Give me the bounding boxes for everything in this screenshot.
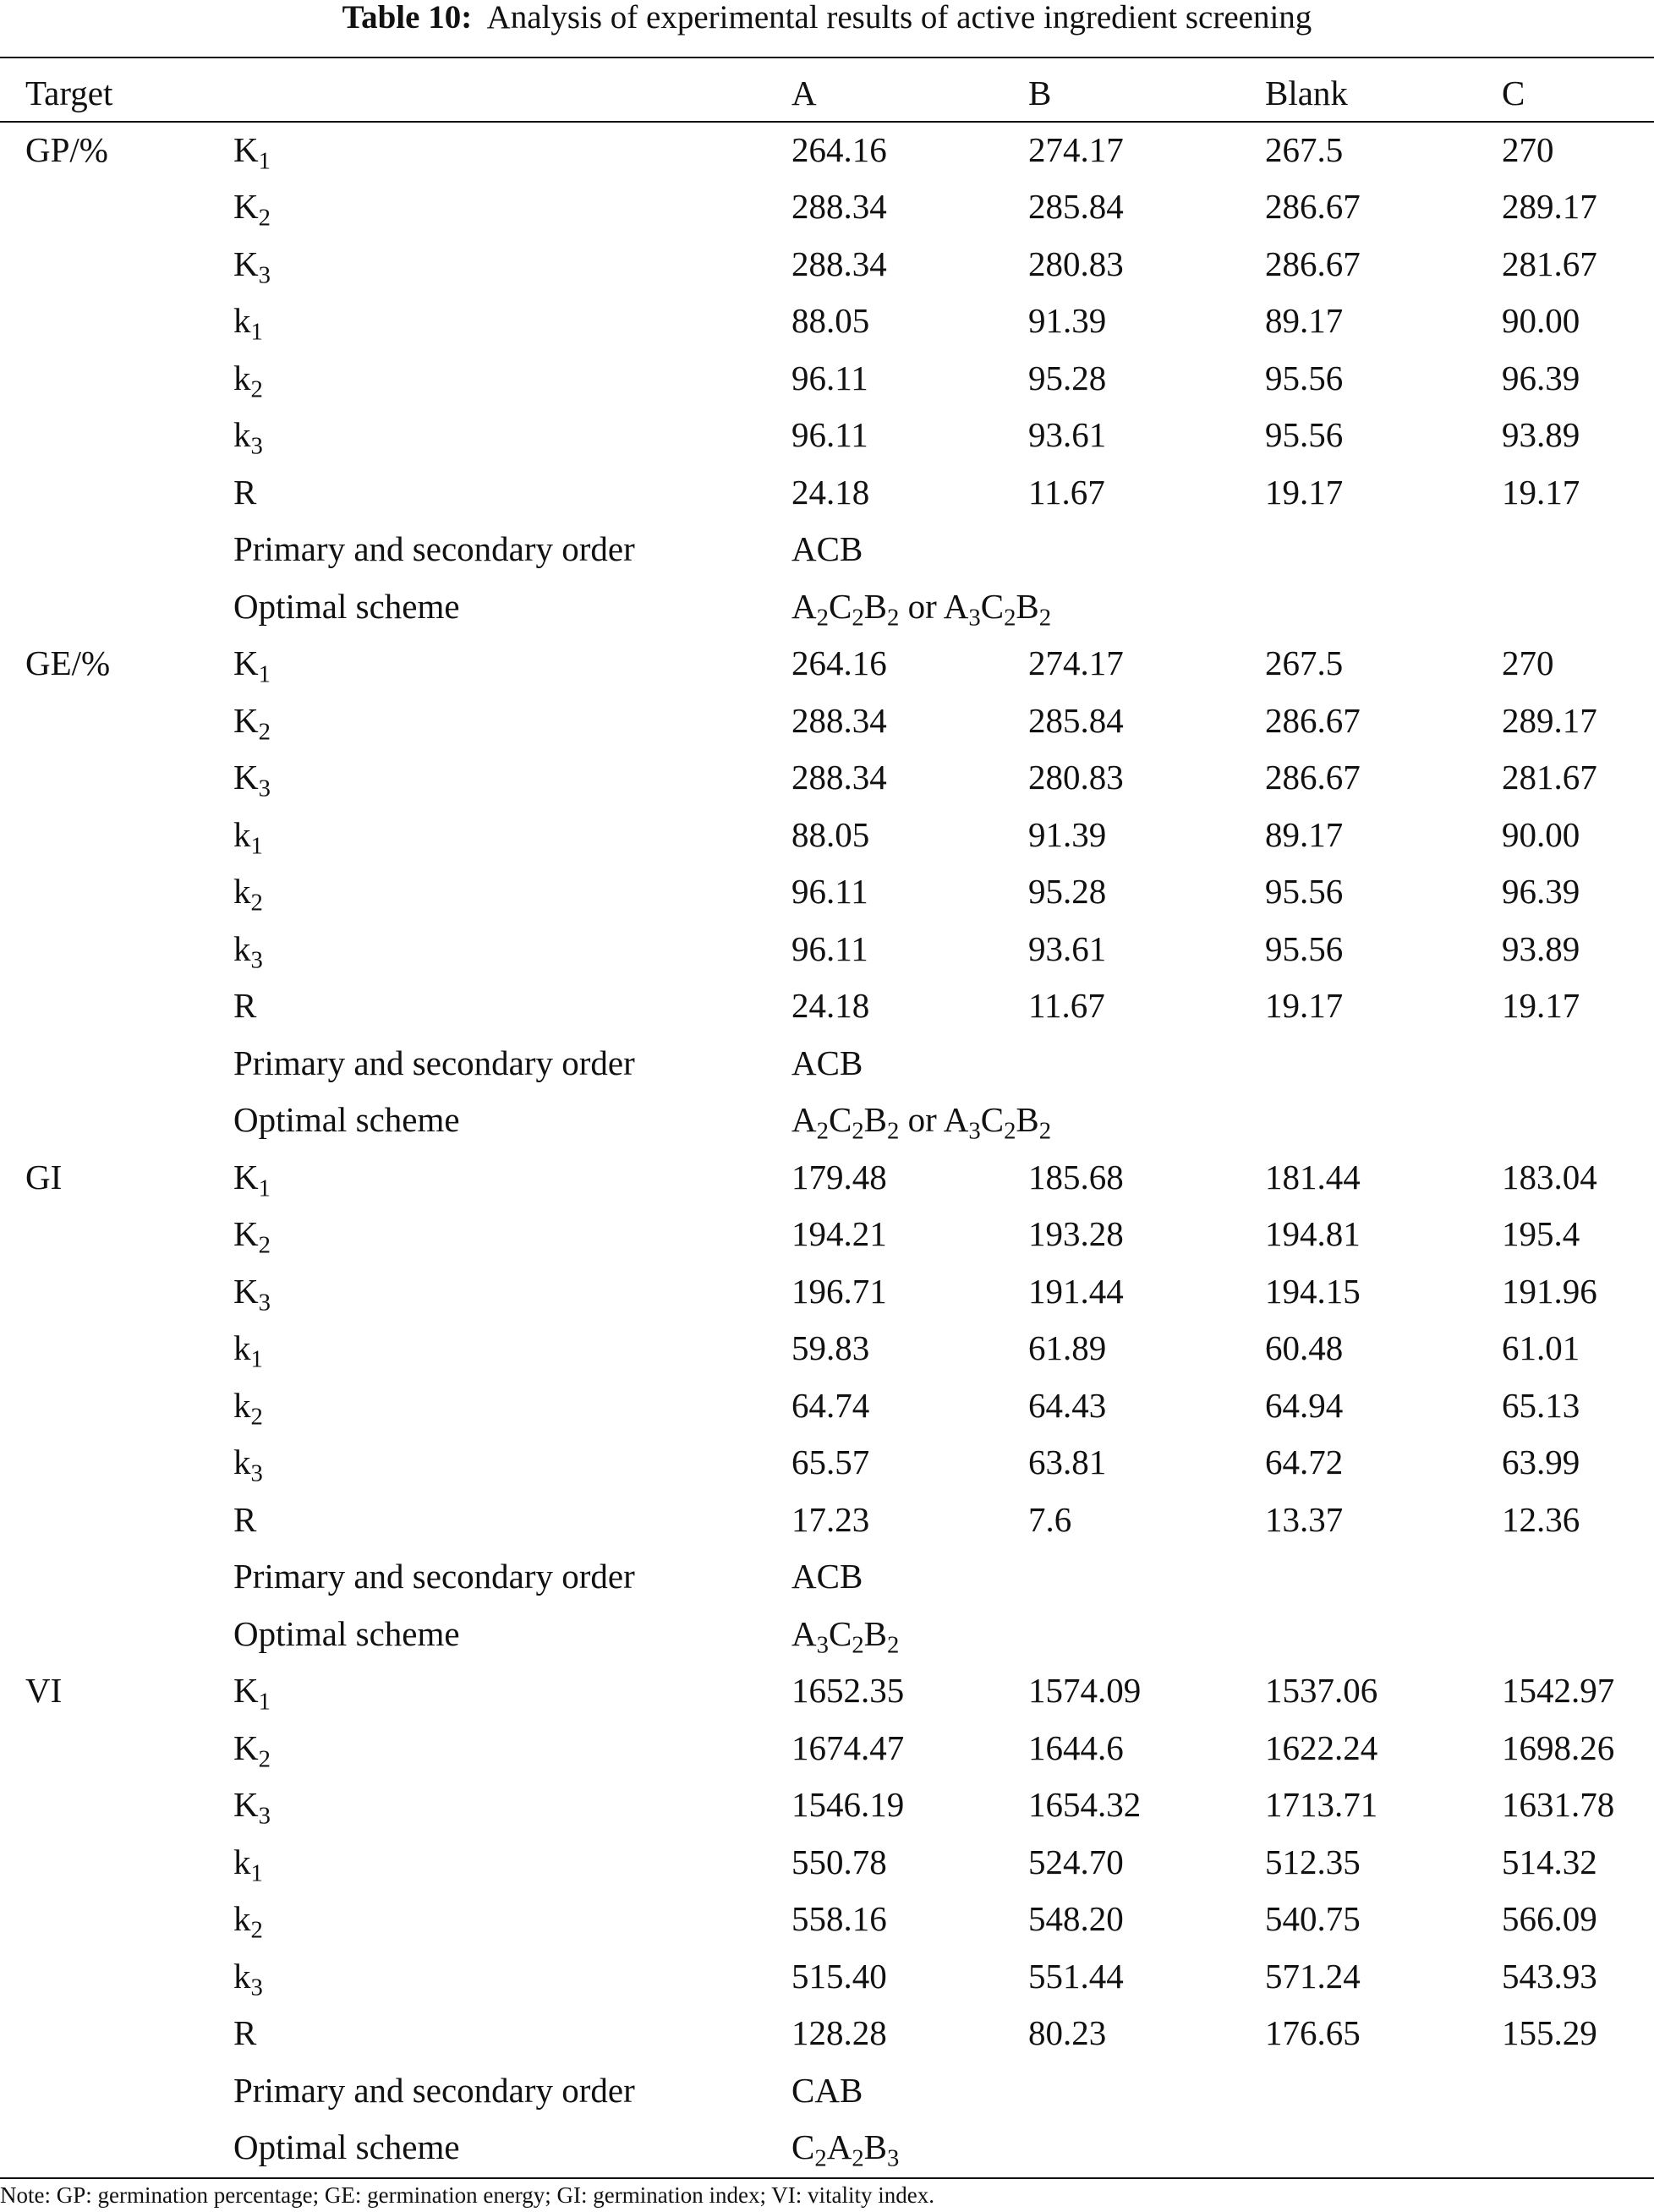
value-a: 1546.19: [791, 1785, 905, 1824]
value-a: 65.57: [791, 1443, 870, 1481]
value-a: 96.11: [791, 872, 868, 911]
target-cell: GI: [25, 1157, 63, 1196]
parameter-cell: $K_2$: [233, 700, 271, 746]
optimal-value: $A_2C_2B_2$ or $A_3C_2B_2$: [791, 586, 1052, 632]
parameter-cell: $K_3$: [233, 758, 271, 802]
value-blank: 286.67: [1265, 244, 1361, 283]
value-b: 274.17: [1028, 643, 1124, 682]
value-blank: 60.48: [1265, 1328, 1344, 1367]
value-blank: 267.5: [1265, 129, 1344, 169]
parameter-cell: $k_2$: [233, 872, 263, 917]
value-blank: 95.56: [1265, 872, 1344, 911]
value-b: 11.67: [1028, 986, 1105, 1025]
parameter-cell: R: [233, 472, 257, 512]
value-blank: 95.56: [1265, 358, 1344, 397]
value-blank: 1622.24: [1265, 1727, 1378, 1767]
value-a: 88.05: [791, 814, 870, 854]
parameter-cell: R: [233, 2013, 257, 2052]
value-blank: 19.17: [1265, 472, 1344, 512]
value-b: 551.44: [1028, 1956, 1124, 1996]
parameter-cell: $k_1$: [233, 814, 263, 860]
value-c: 90.00: [1502, 814, 1580, 854]
optimal-label: Optimal scheme: [233, 586, 460, 626]
table-row: [0, 1434, 1654, 1491]
value-b: 274.17: [1028, 129, 1124, 169]
table-row: [0, 635, 1654, 692]
value-blank: 1537.06: [1265, 1671, 1378, 1710]
value-a: 288.34: [791, 244, 887, 283]
table-caption: [0, 0, 1654, 36]
order-value: CAB: [791, 2070, 863, 2110]
order-label: Primary and secondary order: [233, 529, 635, 568]
optimal-row: [0, 1605, 1654, 1662]
order-value: ACB: [791, 529, 863, 568]
table-row: [0, 349, 1654, 406]
value-a: 64.74: [791, 1385, 870, 1425]
table-row: [0, 1777, 1654, 1833]
optimal-value: $A_3C_2B_2$: [791, 1613, 900, 1659]
order-value: ACB: [791, 1043, 863, 1082]
value-blank: 194.81: [1265, 1214, 1361, 1253]
value-c: 19.17: [1502, 472, 1580, 512]
value-b: 91.39: [1028, 301, 1107, 340]
parameter-cell: $K_3$: [233, 244, 271, 289]
table-row: [0, 749, 1654, 806]
table-row: [0, 1947, 1654, 2004]
value-c: 19.17: [1502, 986, 1580, 1025]
value-blank: 95.56: [1265, 928, 1344, 968]
header-target: Target: [25, 73, 113, 112]
table-row: [0, 235, 1654, 292]
value-a: 96.11: [791, 928, 868, 968]
value-c: 1698.26: [1502, 1727, 1615, 1767]
value-c: 61.01: [1502, 1328, 1580, 1367]
table-row: [0, 293, 1654, 349]
value-blank: 89.17: [1265, 301, 1344, 340]
target-cell: GE/%: [25, 643, 111, 682]
optimal-value: $C_2A_2B_3$: [791, 2127, 900, 2172]
table-row: [0, 463, 1654, 520]
value-c: 65.13: [1502, 1385, 1580, 1425]
parameter-cell: $K_3$: [233, 1271, 271, 1317]
value-b: 1644.6: [1028, 1727, 1124, 1767]
value-blank: 286.67: [1265, 758, 1361, 797]
value-c: 93.89: [1502, 928, 1580, 968]
table-row: [0, 1662, 1654, 1719]
target-cell: GP/%: [25, 129, 108, 169]
caption-label: Table 10:: [342, 0, 473, 36]
optimal-row: [0, 2119, 1654, 2176]
value-a: 88.05: [791, 301, 870, 340]
value-blank: 64.94: [1265, 1385, 1344, 1425]
order-row: [0, 521, 1654, 578]
value-blank: 286.67: [1265, 700, 1361, 740]
value-blank: 571.24: [1265, 1956, 1361, 1996]
value-b: 285.84: [1028, 187, 1124, 226]
header-c: C: [1502, 73, 1525, 112]
table-row: [0, 1320, 1654, 1377]
value-c: 155.29: [1502, 2013, 1597, 2052]
value-a: 288.34: [791, 187, 887, 226]
parameter-cell: $k_1$: [233, 1842, 263, 1887]
parameter-cell: $K_1$: [233, 1671, 271, 1716]
value-c: 281.67: [1502, 758, 1597, 797]
value-blank: 19.17: [1265, 986, 1344, 1025]
parameter-cell: $K_2$: [233, 1214, 271, 1259]
parameter-cell: $K_2$: [233, 1727, 271, 1773]
value-blank: 194.15: [1265, 1271, 1361, 1311]
value-a: 24.18: [791, 472, 870, 512]
caption-title: Analysis of experimental results of active ingredient screening: [486, 0, 1312, 36]
value-c: 96.39: [1502, 358, 1580, 397]
value-blank: 512.35: [1265, 1842, 1361, 1881]
value-a: 515.40: [791, 1956, 887, 1996]
parameter-cell: $k_3$: [233, 1956, 263, 2001]
value-b: 191.44: [1028, 1271, 1124, 1311]
value-b: 64.43: [1028, 1385, 1107, 1425]
table-row: [0, 407, 1654, 463]
value-b: 91.39: [1028, 814, 1107, 854]
value-c: 270: [1502, 129, 1554, 169]
value-a: 194.21: [791, 1214, 887, 1253]
value-b: 285.84: [1028, 700, 1124, 740]
header-row: [0, 64, 1654, 121]
optimal-value: $A_2C_2B_2$ or $A_3C_2B_2$: [791, 1100, 1052, 1145]
parameter-cell: $k_2$: [233, 1385, 263, 1431]
value-b: 280.83: [1028, 244, 1124, 283]
value-b: 7.6: [1028, 1499, 1072, 1539]
table-row: [0, 977, 1654, 1034]
parameter-cell: $k_1$: [233, 301, 263, 346]
order-row: [0, 1548, 1654, 1605]
value-b: 61.89: [1028, 1328, 1107, 1367]
table-row: [0, 1833, 1654, 1890]
value-a: 288.34: [791, 700, 887, 740]
order-label: Primary and secondary order: [233, 2070, 635, 2110]
table-row: [0, 1377, 1654, 1433]
value-b: 548.20: [1028, 1899, 1124, 1938]
value-b: 93.61: [1028, 415, 1107, 454]
parameter-cell: $k_1$: [233, 1328, 263, 1373]
table-row: [0, 178, 1654, 235]
order-label: Primary and secondary order: [233, 1557, 635, 1596]
value-c: 93.89: [1502, 415, 1580, 454]
value-c: 96.39: [1502, 872, 1580, 911]
value-c: 191.96: [1502, 1271, 1597, 1311]
value-c: 270: [1502, 643, 1554, 682]
table-row: [0, 920, 1654, 977]
order-value: ACB: [791, 1557, 863, 1596]
target-cell: VI: [25, 1671, 63, 1710]
parameter-cell: $K_3$: [233, 1785, 271, 1830]
table-row: [0, 863, 1654, 920]
value-a: 196.71: [791, 1271, 887, 1311]
value-c: 289.17: [1502, 187, 1597, 226]
value-a: 24.18: [791, 986, 870, 1025]
value-b: 95.28: [1028, 358, 1107, 397]
optimal-label: Optimal scheme: [233, 1613, 460, 1653]
table-row: [0, 1491, 1654, 1547]
value-blank: 95.56: [1265, 415, 1344, 454]
table-row: [0, 2005, 1654, 2061]
value-b: 1654.32: [1028, 1785, 1142, 1824]
parameter-cell: $k_3$: [233, 415, 263, 460]
value-c: 566.09: [1502, 1899, 1597, 1938]
order-row: [0, 1034, 1654, 1091]
value-blank: 89.17: [1265, 814, 1344, 854]
value-c: 1542.97: [1502, 1671, 1615, 1710]
table-row: [0, 1719, 1654, 1776]
parameter-cell: $k_3$: [233, 1443, 263, 1487]
parameter-cell: R: [233, 986, 257, 1025]
table-row: [0, 692, 1654, 748]
table-row: [0, 806, 1654, 862]
value-blank: 181.44: [1265, 1157, 1361, 1196]
value-b: 11.67: [1028, 472, 1105, 512]
value-a: 288.34: [791, 758, 887, 797]
optimal-row: [0, 1092, 1654, 1148]
value-b: 280.83: [1028, 758, 1124, 797]
parameter-cell: $K_1$: [233, 129, 271, 175]
parameter-cell: $K_1$: [233, 643, 271, 688]
value-c: 90.00: [1502, 301, 1580, 340]
value-b: 80.23: [1028, 2013, 1107, 2052]
value-a: 96.11: [791, 358, 868, 397]
header-a: A: [791, 73, 817, 112]
value-b: 63.81: [1028, 1443, 1107, 1481]
parameter-cell: $k_3$: [233, 928, 263, 974]
table-row: [0, 1206, 1654, 1262]
value-a: 96.11: [791, 415, 868, 454]
parameter-cell: $K_1$: [233, 1157, 271, 1202]
value-c: 195.4: [1502, 1214, 1580, 1253]
parameter-cell: $K_2$: [233, 187, 271, 232]
value-c: 281.67: [1502, 244, 1597, 283]
value-blank: 540.75: [1265, 1899, 1361, 1938]
value-b: 193.28: [1028, 1214, 1124, 1253]
value-c: 183.04: [1502, 1157, 1597, 1196]
order-row: [0, 2061, 1654, 2118]
value-c: 543.93: [1502, 1956, 1597, 1996]
parameter-cell: R: [233, 1499, 257, 1539]
value-a: 17.23: [791, 1499, 870, 1539]
value-blank: 267.5: [1265, 643, 1344, 682]
table-row: [0, 121, 1654, 178]
value-a: 179.48: [791, 1157, 887, 1196]
table-row: [0, 1262, 1654, 1319]
value-b: 1574.09: [1028, 1671, 1142, 1710]
value-a: 558.16: [791, 1899, 887, 1938]
optimal-label: Optimal scheme: [233, 2127, 460, 2166]
value-c: 63.99: [1502, 1443, 1580, 1481]
value-blank: 176.65: [1265, 2013, 1361, 2052]
value-blank: 64.72: [1265, 1443, 1344, 1481]
optimal-label: Optimal scheme: [233, 1100, 460, 1139]
value-c: 514.32: [1502, 1842, 1597, 1881]
value-a: 550.78: [791, 1842, 887, 1881]
value-a: 264.16: [791, 129, 887, 169]
value-a: 264.16: [791, 643, 887, 682]
value-a: 59.83: [791, 1328, 870, 1367]
value-blank: 286.67: [1265, 187, 1361, 226]
value-b: 95.28: [1028, 872, 1107, 911]
optimal-row: [0, 578, 1654, 634]
value-c: 12.36: [1502, 1499, 1580, 1539]
top-rule: [0, 57, 1654, 58]
value-a: 1652.35: [791, 1671, 905, 1710]
value-blank: 1713.71: [1265, 1785, 1378, 1824]
value-b: 524.70: [1028, 1842, 1124, 1881]
parameter-cell: $k_2$: [233, 358, 263, 403]
table-row: [0, 1148, 1654, 1205]
parameter-cell: $k_2$: [233, 1899, 263, 1944]
value-c: 1631.78: [1502, 1785, 1615, 1824]
header-b: B: [1028, 73, 1052, 112]
order-label: Primary and secondary order: [233, 1043, 635, 1082]
value-blank: 13.37: [1265, 1499, 1344, 1539]
table-row: [0, 1891, 1654, 1947]
value-b: 93.61: [1028, 928, 1107, 968]
value-b: 185.68: [1028, 1157, 1124, 1196]
value-a: 128.28: [791, 2013, 887, 2052]
value-a: 1674.47: [791, 1727, 905, 1767]
table-note: Note: GP: germination percentage; GE: germination energy; GI: germination index; VI: vitality index.: [0, 2182, 934, 2208]
header-blank: Blank: [1265, 73, 1348, 112]
value-c: 289.17: [1502, 700, 1597, 740]
bottom-rule: [0, 2177, 1654, 2179]
